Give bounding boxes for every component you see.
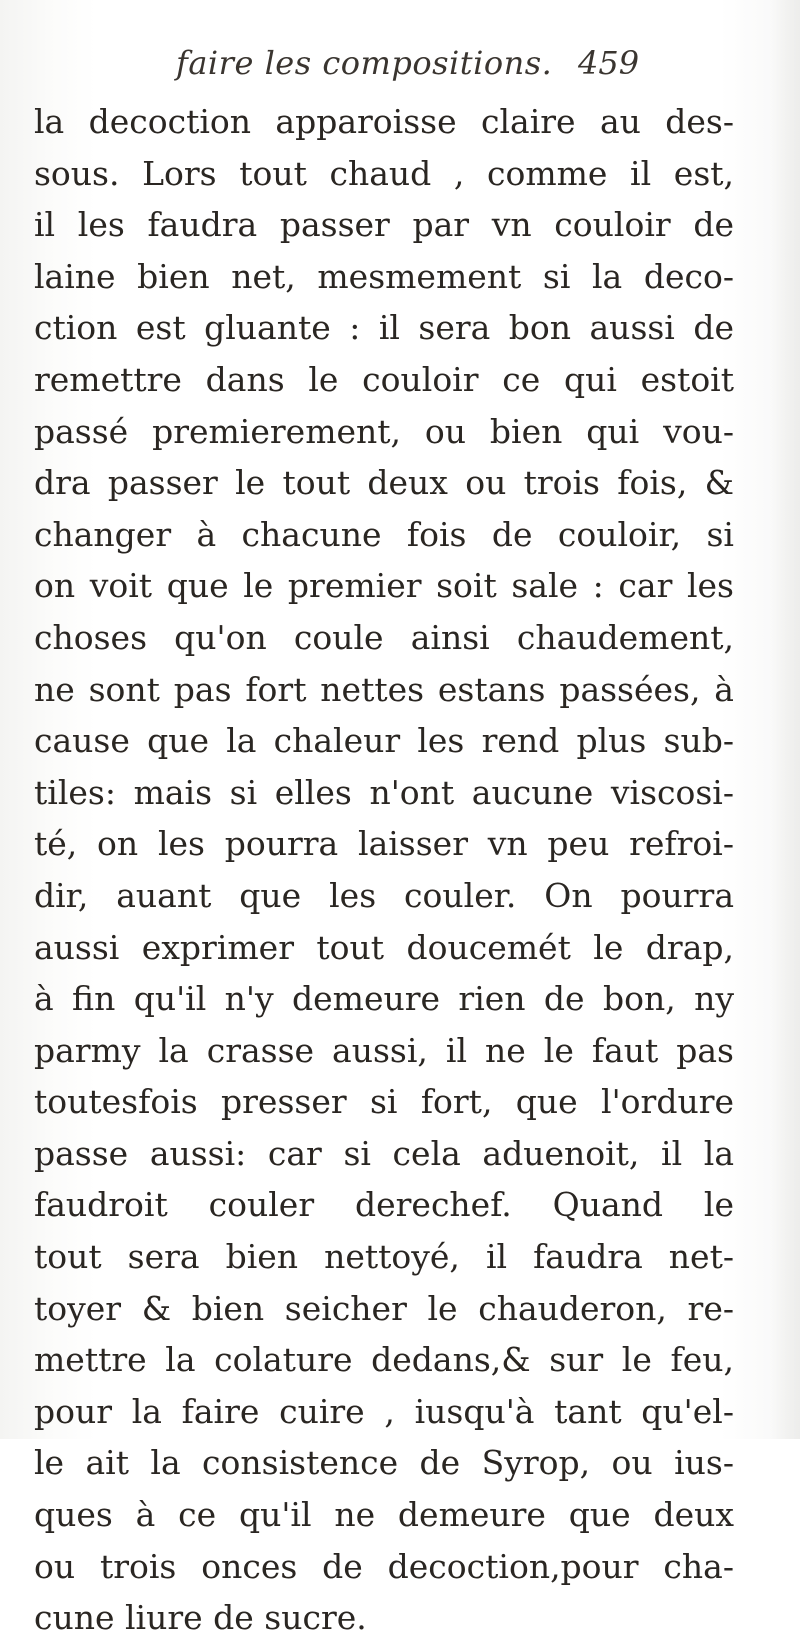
text-line: la decoction apparoisse claire au des- xyxy=(34,102,734,141)
text-line: mettre la colature dedans,& sur le feu, xyxy=(34,1340,734,1380)
text-line: pour la faire cuire , iusqu'à tant qu'el- xyxy=(34,1391,734,1431)
page-edge-shadow xyxy=(770,0,800,1439)
text-line: parmy la crasse aussi, il ne le faut pas xyxy=(34,1030,734,1070)
text-line: ou trois onces de decoction,pour cha- xyxy=(34,1546,734,1586)
text-line: cause que la chaleur les rend plus sub- xyxy=(34,721,734,761)
text-line: laine bien net, mesmement si la deco- xyxy=(34,256,734,296)
text-line: tiles: mais si elles n'ont aucune viscosi- xyxy=(34,772,734,812)
text-line: aussi exprimer tout doucemét le drap, xyxy=(34,927,734,967)
text-line: dir, auant que les couler. On pourra xyxy=(34,875,734,915)
text-line: té, on les pourra laisser vn peu refroi- xyxy=(34,824,734,864)
text-line: choses qu'on coule ainsi chaudement, xyxy=(34,617,734,657)
text-line: dra passer le tout deux ou trois fois, & xyxy=(34,463,734,503)
text-line: tout sera bien nettoyé, il faudra net- xyxy=(34,1237,734,1277)
text-line: toutesfois presser si fort, que l'ordure xyxy=(34,1082,734,1122)
text-line: passe aussi: car si cela aduenoit, il la xyxy=(34,1133,734,1173)
text-line: changer à chacune fois de couloir, si xyxy=(34,514,734,554)
page-number: 459 xyxy=(578,44,640,82)
text-line-last: cune liure de sucre. xyxy=(34,1598,367,1638)
running-title: faire les compositions. xyxy=(176,44,553,82)
text-line: ction est gluante : il sera bon aussi de xyxy=(34,308,734,348)
text-line: on voit que le premier soit sale : car les xyxy=(34,566,734,606)
text-line: ne sont pas fort nettes estans passées, à xyxy=(34,669,734,709)
text-line: le ait la consistence de Syrop, ou ius- xyxy=(34,1443,734,1483)
text-line: passé premierement, ou bien qui vou- xyxy=(34,411,734,451)
body-text xyxy=(34,96,734,1644)
page-header xyxy=(0,44,800,96)
text-line: sous. Lors tout chaud , comme il est, xyxy=(34,153,734,193)
text-line: faudroit couler derechef. Quand le xyxy=(34,1185,734,1225)
text-line: remettre dans le couloir ce qui estoit xyxy=(34,359,734,399)
text-line: ques à ce qu'il ne demeure que deux xyxy=(34,1495,734,1535)
text-line: à fin qu'il n'y demeure rien de bon, ny xyxy=(34,979,734,1019)
text-line: il les faudra passer par vn couloir de xyxy=(34,205,734,245)
text-line: toyer & bien seicher le chauderon, re- xyxy=(34,1288,734,1328)
